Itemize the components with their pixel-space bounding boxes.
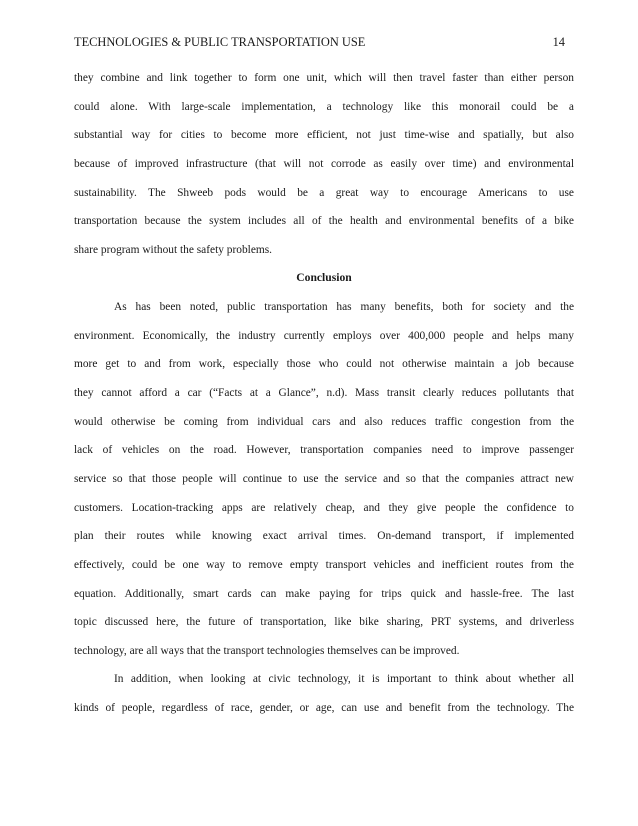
paragraph-conclusion [74, 297, 574, 669]
text-line: customers. Location-tracking apps are relatively cheap, and they give people the confidence to [74, 501, 574, 514]
text-line: transportation because the system includes all of the health and environmental benefits of a bike [74, 215, 574, 228]
text-line: share program without the safety problems. [74, 243, 273, 256]
text-line: more get to and from work, especially those who could not otherwise maintain a job because [74, 358, 574, 371]
text-line: they cannot afford a car (“Facts at a Glance”, n.d). Mass transit clearly reduces pollutants that [74, 387, 574, 400]
text-line: topic discussed here, the future of transportation, like bike sharing, PRT systems, and driverless [74, 616, 574, 629]
text-line: substantial way for cities to become more efficient, not just time-wise and spatially, but also [74, 129, 574, 142]
text-line: technology, are all ways that the transport technologies themselves can be improved. [74, 644, 460, 657]
text-line: lack of vehicles on the road. However, transportation companies need to improve passenger [74, 444, 574, 457]
body-text [74, 68, 574, 727]
section-heading-conclusion: Conclusion [296, 271, 352, 285]
text-line: they combine and link together to form one unit, which will then travel faster than either person [74, 72, 574, 84]
text-line: As has been noted, public transportation has many benefits, both for society and the [114, 301, 574, 314]
text-line: sustainability. The Shweeb pods would be a great way to encourage Americans to use [74, 186, 574, 199]
text-line: service so that those people will continue to use the service and so that the companies attract new [74, 472, 574, 485]
text-line: could alone. With large-scale implementation, a technology like this monorail could be a [74, 100, 574, 113]
text-line: plan their routes while knowing exact arrival times. On-demand transport, if implemented [74, 530, 574, 543]
text-line: effectively, could be one way to remove empty transport vehicles and inefficient routes from the [74, 558, 574, 571]
text-line: would otherwise be coming from individual cars and also reduces traffic congestion from the [74, 415, 574, 428]
text-line: because of improved infrastructure (that will not corrode as easily over time) and environmental [74, 157, 574, 170]
text-line: kinds of people, regardless of race, gender, or age, can use and benefit from the technology. The [74, 702, 574, 715]
paragraph-continuation [74, 68, 574, 268]
page-number: 14 [552, 35, 565, 49]
text-line: environment. Economically, the industry currently employs over 400,000 people and helps many [74, 329, 574, 342]
paragraph-civic-technology [74, 669, 574, 726]
running-head-title: TECHNOLOGIES & PUBLIC TRANSPORTATION USE [74, 35, 366, 49]
running-header [74, 34, 565, 50]
text-line: equation. Additionally, smart cards can make paying for trips quick and hassle-free. The last [74, 587, 574, 600]
text-line: In addition, when looking at civic technology, it is important to think about whether all [114, 673, 574, 686]
